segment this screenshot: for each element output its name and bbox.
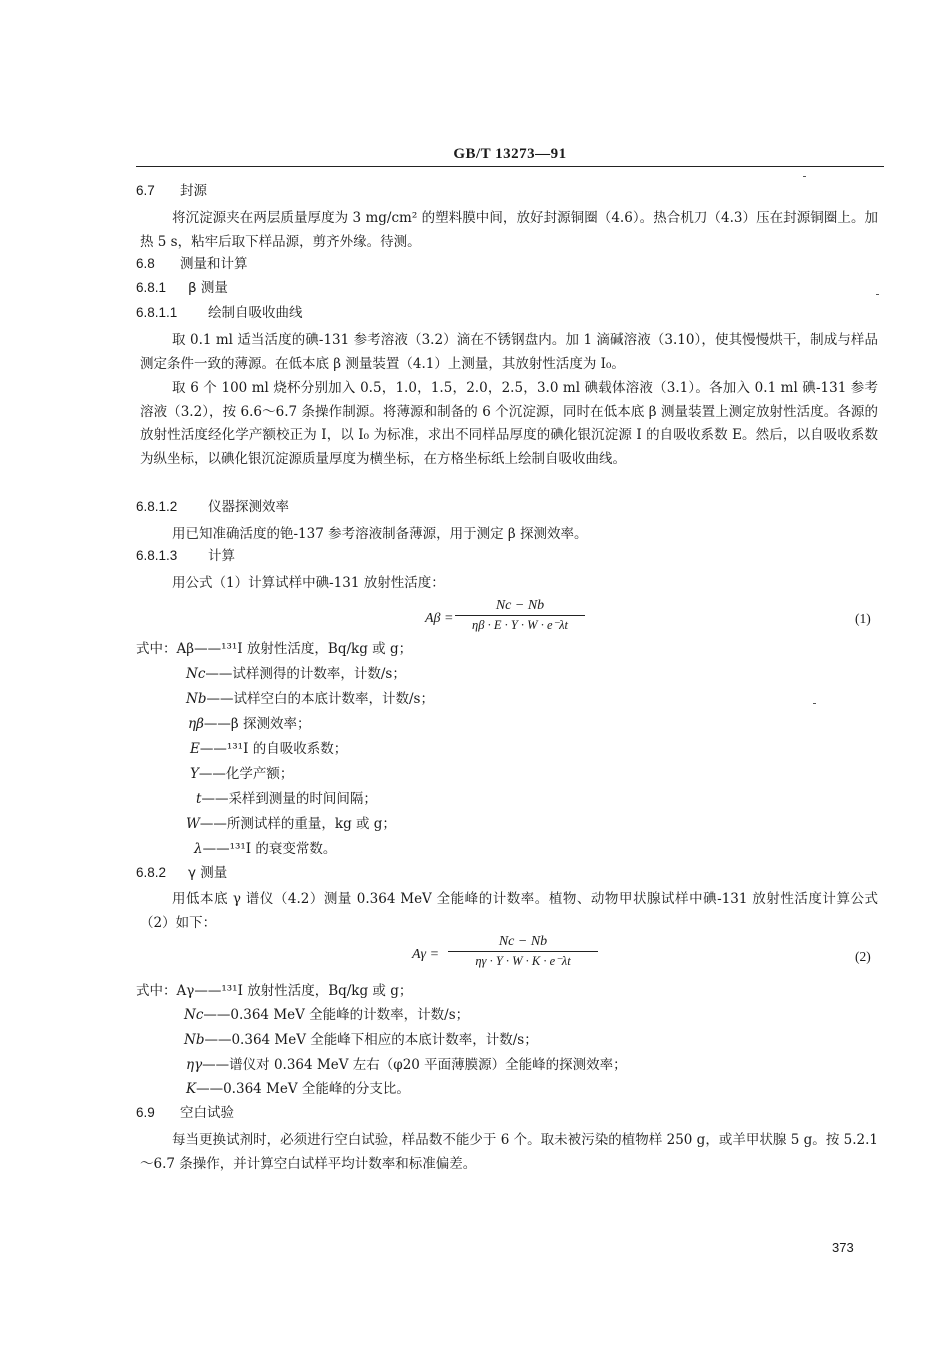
section-number: 6.9 <box>136 1105 155 1120</box>
equation-1-numerator: Nc − Nb <box>455 598 585 616</box>
section-title: 测量和计算 <box>180 256 248 272</box>
definition-text: ——化学产额； <box>198 766 294 782</box>
definition-item <box>190 740 347 758</box>
section-title: 仪器探测效率 <box>208 499 289 515</box>
equation-2-lhs: Aγ = <box>412 947 440 962</box>
section-number: 6.8.1 <box>136 280 167 295</box>
definition-text: ——所测试样的重量，kg 或 g； <box>199 816 396 832</box>
definition-symbol: λ <box>194 841 203 857</box>
definition-text: ——β 探测效率； <box>203 716 311 732</box>
section-6-8-heading <box>136 255 248 273</box>
definition-text: ——¹³¹I 放射性活度，Bq/kg 或 g； <box>194 641 413 657</box>
header-rule <box>136 166 884 167</box>
definition-text: ——试样测得的计数率，计数/s； <box>205 666 406 682</box>
section-number: 6.8.1.2 <box>136 499 178 514</box>
equation-1-denominator: ηβ · E · Y · W · e⁻λt <box>472 618 568 632</box>
definition-symbol: Nc <box>184 1007 204 1023</box>
definition-symbol: W <box>186 816 200 832</box>
equation-1-lhs: Aβ = <box>425 611 454 626</box>
definition-item <box>194 840 336 858</box>
section-6-8-1-1-paragraph-2: 取 6 个 100 ml 烧杯分别加入 0.5，1.0，1.5，2.0，2.5，3.0 ml 碘载体溶液（3.1）。各加入 0.1 ml 碘-131 参考溶液（3.2），按 6.6～6.7 条操作制源。将薄源和制备的 6 个沉淀源，同时在低本底 β 测量装置上测定放射性活度。各源的放射性活度经化学产额校正为 I，以 I₀ 为标准，求出不同样品厚度的碘化银沉淀源 I 的自吸收系数 E。然后，以自吸收系数为纵坐标，以碘化银沉淀源质量厚度为横坐标，在方格坐标纸上绘制自吸收曲线。 <box>140 380 878 467</box>
definition-symbol: ηγ <box>186 1057 203 1073</box>
definition-symbol: 式中：Aβ <box>136 641 195 657</box>
definition-text: ——¹³¹I 的衰变常数。 <box>202 841 337 857</box>
section-6-8-1-heading <box>136 279 228 297</box>
page-header <box>136 146 884 172</box>
standard-code: GB/T 13273—91 <box>453 146 567 162</box>
section-6-7-paragraph: 将沉淀源夹在两层质量厚度为 3 mg/cm² 的塑料膜中间，放好封源铜圈（4.6）。热合机刀（4.3）压在封源铜圈上。加热 5 s，粘牢后取下样品源，剪齐外缘。待测。 <box>140 210 878 250</box>
definition-text: ——谱仪对 0.364 MeV 左右（φ20 平面薄膜源）全能峰的探测效率； <box>202 1057 627 1073</box>
section-6-8-2-heading <box>136 864 227 882</box>
definition-symbol: Nc <box>186 666 206 682</box>
section-number: 6.7 <box>136 183 155 198</box>
equation-1-fraction <box>455 598 585 633</box>
equation-2-numerator: Nc − Nb <box>448 934 598 952</box>
definition-item <box>184 1006 469 1024</box>
definition-item <box>186 1056 627 1074</box>
section-number: 6.8.1.1 <box>136 305 178 320</box>
section-6-8-1-3-intro: 用公式（1）计算试样中碘-131 放射性活度： <box>172 575 445 591</box>
section-6-8-2-paragraph: 用低本底 γ 谱仪（4.2）测量 0.364 MeV 全能峰的计数率。植物、动物甲状腺试样中碘-131 放射性活度计算公式（2）如下： <box>140 891 878 931</box>
definition-symbol: E <box>190 741 200 757</box>
scan-speck <box>876 294 879 295</box>
definition-item <box>188 715 311 733</box>
section-number: 6.8 <box>136 256 155 271</box>
definition-symbol: 式中：Aγ <box>136 983 195 999</box>
section-title: 封源 <box>180 183 207 199</box>
definition-text: ——¹³¹I 放射性活度，Bq/kg 或 g； <box>194 983 413 999</box>
definition-text: ——0.364 MeV 全能峰下相应的本底计数率，计数/s； <box>204 1032 538 1048</box>
definition-symbol: Nb <box>184 1032 205 1048</box>
definition-text: ——¹³¹I 的自吸收系数； <box>199 741 348 757</box>
definition-item <box>186 665 406 683</box>
section-6-8-1-2-heading <box>136 498 289 516</box>
section-6-8-1-3-heading <box>136 547 235 565</box>
definition-item <box>190 765 293 783</box>
section-6-8-1-1-heading <box>136 304 303 322</box>
section-title: β 测量 <box>188 280 228 296</box>
definition-symbol: Y <box>190 766 199 782</box>
definition-symbol: ηβ <box>188 716 204 732</box>
section-title: 计算 <box>208 548 235 564</box>
definition-item <box>184 1031 538 1049</box>
equation-2-number: (2) <box>855 949 871 964</box>
definition-item <box>186 690 434 708</box>
equation-1-number: (1) <box>855 611 871 626</box>
definition-symbol: Nb <box>186 691 207 707</box>
definition-item <box>136 982 412 1000</box>
definition-text: ——0.364 MeV 全能峰的计数率，计数/s； <box>203 1007 470 1023</box>
scan-speck <box>813 703 816 704</box>
definition-text: ——试样空白的本底计数率，计数/s； <box>206 691 434 707</box>
section-6-8-1-2-paragraph: 用已知准确活度的铯-137 参考溶液制备薄源，用于测定 β 探测效率。 <box>172 526 588 542</box>
section-6-9-paragraph: 每当更换试剂时，必须进行空白试验，样品数不能少于 6 个。取未被污染的植物样 250 g，或羊甲状腺 5 g。按 5.2.1～6.7 条操作，并计算空白试样平均计数率和标准偏差。 <box>140 1132 878 1172</box>
section-number: 6.8.2 <box>136 865 167 880</box>
equation-2-fraction <box>448 934 598 969</box>
section-title: 空白试验 <box>180 1105 234 1121</box>
section-title: 绘制自吸收曲线 <box>208 305 303 321</box>
page-number: 373 <box>832 1240 854 1255</box>
definition-text: ——0.364 MeV 全能峰的分支比。 <box>196 1081 410 1097</box>
section-title: γ 测量 <box>188 865 228 881</box>
section-number: 6.8.1.3 <box>136 548 178 563</box>
section-6-7-heading <box>136 182 207 200</box>
definition-item <box>196 790 377 808</box>
scan-speck <box>803 176 806 177</box>
definition-symbol: K <box>186 1081 197 1097</box>
definition-item <box>186 1080 410 1098</box>
definition-text: ——采样到测量的时间间隔； <box>201 791 377 807</box>
definition-item <box>186 815 396 833</box>
definition-symbol: t <box>196 791 202 807</box>
section-6-9-heading <box>136 1104 234 1122</box>
definition-item <box>136 640 412 658</box>
section-6-8-1-1-paragraph-1: 取 0.1 ml 适当活度的碘-131 参考溶液（3.2）滴在不锈钢盘内。加 1 滴碱溶液（3.10），使其慢慢烘干，制成与样品测定条件一致的薄源。在低本底 β 测量装置（4.1）上测量，其放射性活度为 I₀。 <box>140 332 878 372</box>
equation-2-denominator: ηγ · Y · W · K · e⁻λt <box>475 954 571 968</box>
